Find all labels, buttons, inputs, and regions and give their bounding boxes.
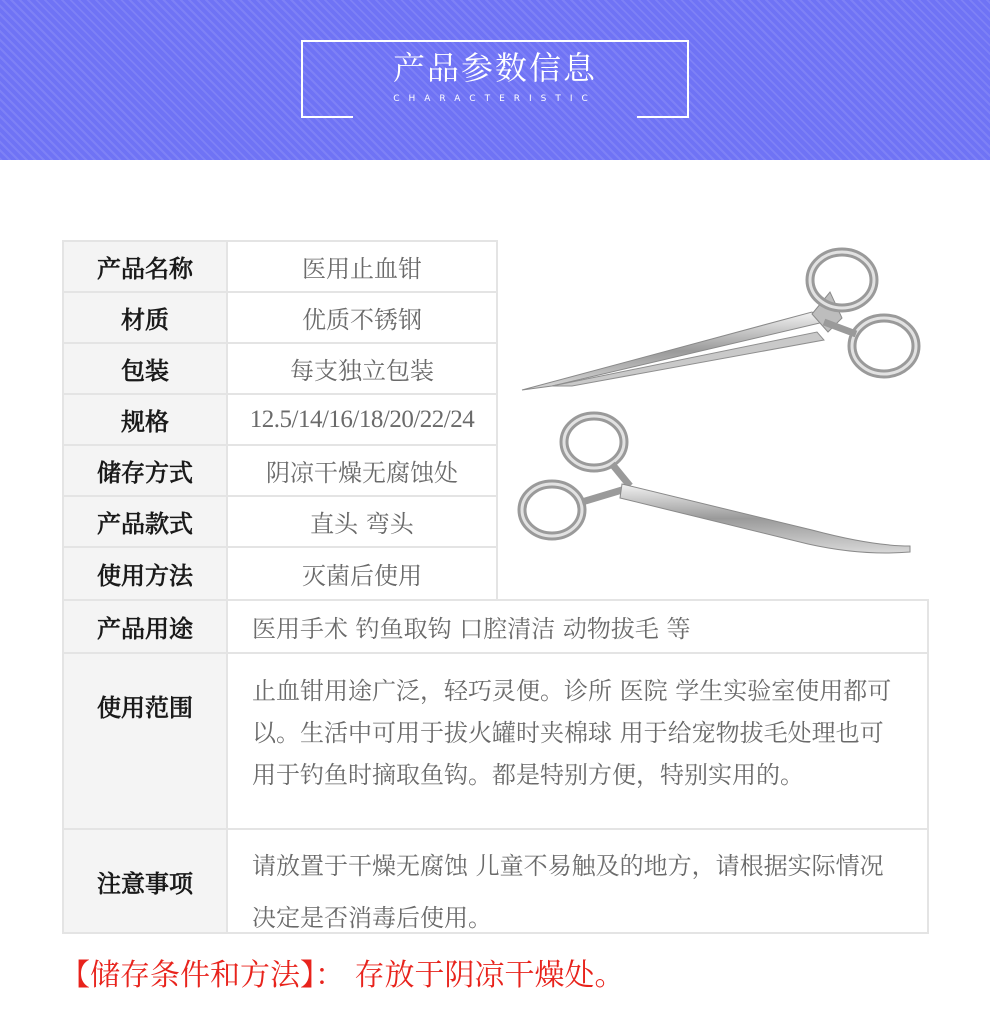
detail-label-purpose: 产品用途 xyxy=(62,599,228,654)
detail-value-notes: 请放置于干燥无腐蚀 儿童不易触及的地方，请根据实际情况决定是否消毒后使用。 xyxy=(226,828,929,934)
detail-label-notes: 注意事项 xyxy=(62,828,228,934)
detail-value-purpose: 医用手术 钓鱼取钩 口腔清洁 动物拔毛 等 xyxy=(226,599,929,654)
param-label-storage: 储存方式 xyxy=(62,444,228,497)
param-label-material: 材质 xyxy=(62,291,228,344)
param-value-usage: 灭菌后使用 xyxy=(226,546,498,601)
param-value-spec: 12.5/14/16/18/20/22/24 xyxy=(226,393,498,446)
hemostatic-forceps-photo xyxy=(512,240,926,580)
page-title: 产品参数信息 xyxy=(392,49,597,87)
param-value-storage: 阴凉干燥无腐蚀处 xyxy=(226,444,498,497)
page-subtitle: CHARACTERISTIC xyxy=(393,94,597,104)
straight-forceps xyxy=(522,252,916,390)
param-label-usage: 使用方法 xyxy=(62,546,228,601)
param-label-spec: 规格 xyxy=(62,393,228,446)
detail-label-scope: 使用范围 xyxy=(62,652,228,830)
curved-forceps xyxy=(522,416,910,553)
param-label-packaging: 包装 xyxy=(62,342,228,395)
storage-note: 【储存条件和方法】： 存放于阴凉干燥处。 xyxy=(60,958,625,993)
param-value-packaging: 每支独立包装 xyxy=(226,342,498,395)
detail-value-scope: 止血钳用途广泛，轻巧灵便。诊所 医院 学生实验室使用都可以。生活中可用于拔火罐时夹棉球 用于给宠物拔毛处理也可用于钓鱼时摘取鱼钩。都是特别方便，特别实用的。 xyxy=(226,652,929,830)
param-value-material: 优质不锈钢 xyxy=(226,291,498,344)
param-label-style: 产品款式 xyxy=(62,495,228,548)
param-value-style: 直头 弯头 xyxy=(226,495,498,548)
param-label-name: 产品名称 xyxy=(62,240,228,293)
param-value-name: 医用止血钳 xyxy=(226,240,498,293)
